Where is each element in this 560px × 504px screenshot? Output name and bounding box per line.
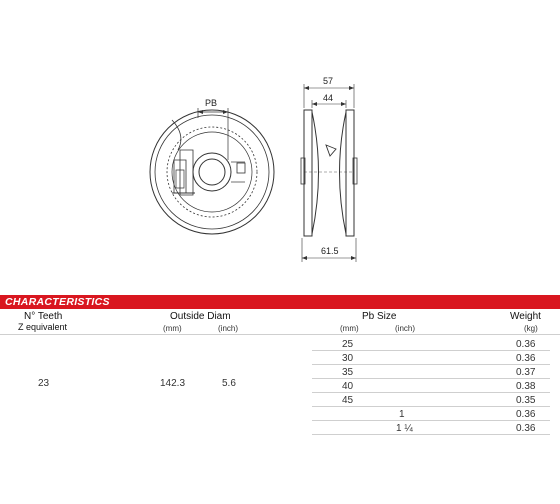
row-2-weight: 0.36 (516, 353, 536, 364)
header-z-equivalent: Z equivalent (18, 322, 68, 332)
row-divider (312, 350, 550, 351)
value-od-inch: 5.6 (222, 378, 236, 389)
side-view (301, 84, 357, 262)
row-5-pb-mm: 45 (342, 395, 354, 406)
row-divider (312, 406, 550, 407)
row-3-weight: 0.37 (516, 367, 536, 378)
header-weight-unit: (kg) (524, 324, 538, 333)
header-od-mm: (mm) (163, 324, 182, 333)
row-divider (312, 420, 550, 421)
header-pb-size: Pb Size (362, 311, 397, 322)
row-6-pb-inch: 1 (399, 409, 405, 420)
dim-44-label: 44 (323, 93, 334, 103)
dim-pb-label: PB (205, 98, 218, 108)
row-divider (312, 392, 550, 393)
front-view (150, 108, 274, 234)
row-4-weight: 0.38 (516, 381, 536, 392)
characteristics-banner (0, 295, 560, 309)
row-divider (312, 364, 550, 365)
row-7-weight: 0.36 (516, 423, 536, 434)
row-divider (312, 378, 550, 379)
row-7-pb-inch: 1 ¼ (396, 423, 413, 434)
dim-61-5-label: 61.5 (321, 246, 339, 256)
row-5-weight: 0.35 (516, 395, 536, 406)
header-weight: Weight (510, 311, 541, 322)
row-1-pb-mm: 25 (342, 339, 354, 350)
row-2-pb-mm: 30 (342, 353, 354, 364)
value-od-mm: 142.3 (160, 378, 186, 389)
header-outside-diam: Outside Diam (170, 311, 231, 322)
row-6-weight: 0.36 (516, 409, 536, 420)
row-1-weight: 0.36 (516, 339, 536, 350)
characteristics-title: CHARACTERISTICS (5, 296, 110, 308)
header-pb-mm: (mm) (340, 324, 359, 333)
header-pb-inch: (inch) (395, 324, 416, 333)
header-od-inch: (inch) (218, 324, 239, 333)
header-teeth: N° Teeth (24, 311, 63, 322)
row-divider (0, 334, 560, 335)
row-3-pb-mm: 35 (342, 367, 354, 378)
row-divider (312, 434, 550, 435)
value-teeth: 23 (38, 378, 50, 389)
row-4-pb-mm: 40 (342, 381, 354, 392)
dim-57-label: 57 (323, 76, 334, 86)
